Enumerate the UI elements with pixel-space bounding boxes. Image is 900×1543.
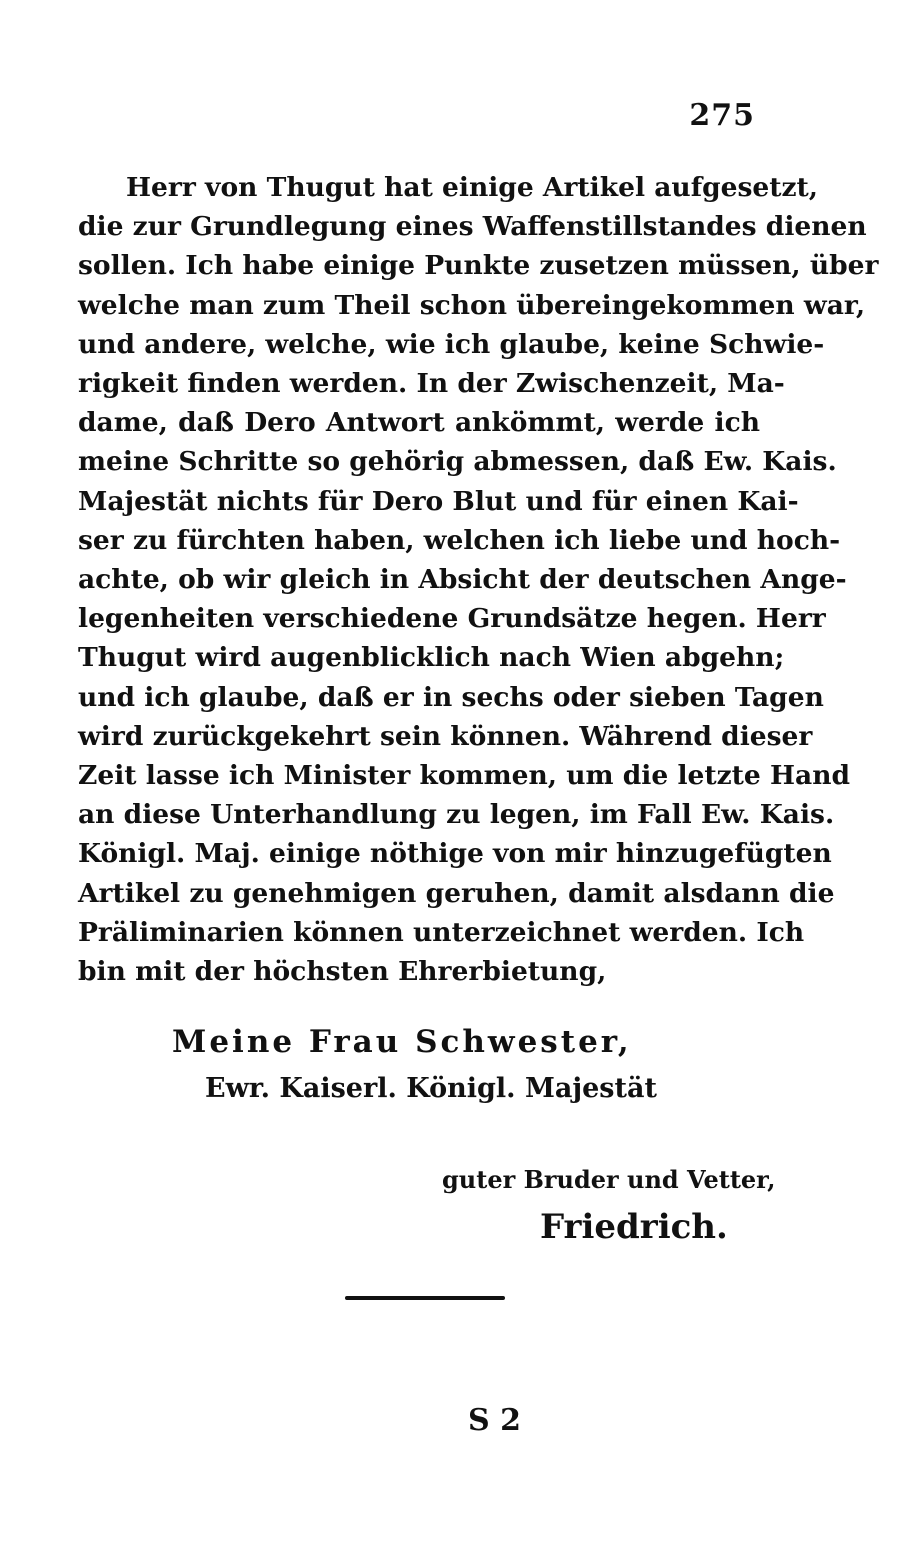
page-number: 275: [689, 98, 755, 133]
letter-body: [78, 168, 879, 991]
text-line: an diese Unterhandlung zu legen, im Fall Ew. Kais.: [78, 799, 835, 831]
text-line: Präliminarien können unterzeichnet werden. Ich: [78, 916, 805, 948]
text-line: Herr von Thugut hat einige Artikel aufgesetzt,: [126, 172, 819, 203]
text-line: Majestät nichts für Dero Blut und für einen Kai-: [78, 485, 799, 517]
text-line: Thugut wird augenblicklich nach Wien abgehn;: [78, 642, 785, 674]
text-line: die zur Grundlegung eines Waffenstillstandes dienen: [78, 211, 867, 243]
text-line: ser zu fürchten haben, welchen ich liebe und hoch-: [78, 524, 841, 556]
text-line: bin mit der höchsten Ehrerbietung,: [78, 956, 607, 988]
signature: Friedrich.: [540, 1207, 728, 1247]
text-line: sollen. Ich habe einige Punkte zusetzen müssen, über: [78, 250, 879, 282]
signature-mark: S 2: [468, 1403, 521, 1438]
text-line: und ich glaube, daß er in sechs oder sieben Tagen: [78, 681, 824, 713]
text-line: Zeit lasse ich Minister kommen, um die letzte Hand: [78, 760, 850, 792]
text-line: legenheiten verschiedene Grundsätze hegen. Herr: [78, 603, 826, 635]
address-line: Ewr. Kaiserl. Königl. Majestät: [205, 1073, 657, 1104]
divider-rule: [345, 1296, 505, 1300]
closing-line: guter Bruder und Vetter,: [442, 1165, 776, 1194]
text-line: achte, ob wir gleich in Absicht der deutschen Ange-: [78, 564, 847, 596]
text-line: Artikel zu genehmigen geruhen, damit alsdann die: [78, 877, 835, 909]
text-line: meine Schritte so gehörig abmessen, daß Ew. Kais.: [78, 446, 837, 478]
text-line: dame, daß Dero Antwort ankömmt, werde ich: [78, 407, 760, 439]
salutation: Meine Frau Schwester,: [172, 1024, 632, 1060]
text-line: wird zurückgekehrt sein können. Während dieser: [78, 720, 813, 752]
text-line: Königl. Maj. einige nöthige von mir hinzugefügten: [78, 838, 832, 870]
text-line: rigkeit finden werden. In der Zwischenzeit, Ma-: [78, 368, 785, 400]
text-line: und andere, welche, wie ich glaube, keine Schwie-: [78, 328, 825, 360]
text-line: welche man zum Theil schon übereingekommen war,: [78, 289, 866, 321]
